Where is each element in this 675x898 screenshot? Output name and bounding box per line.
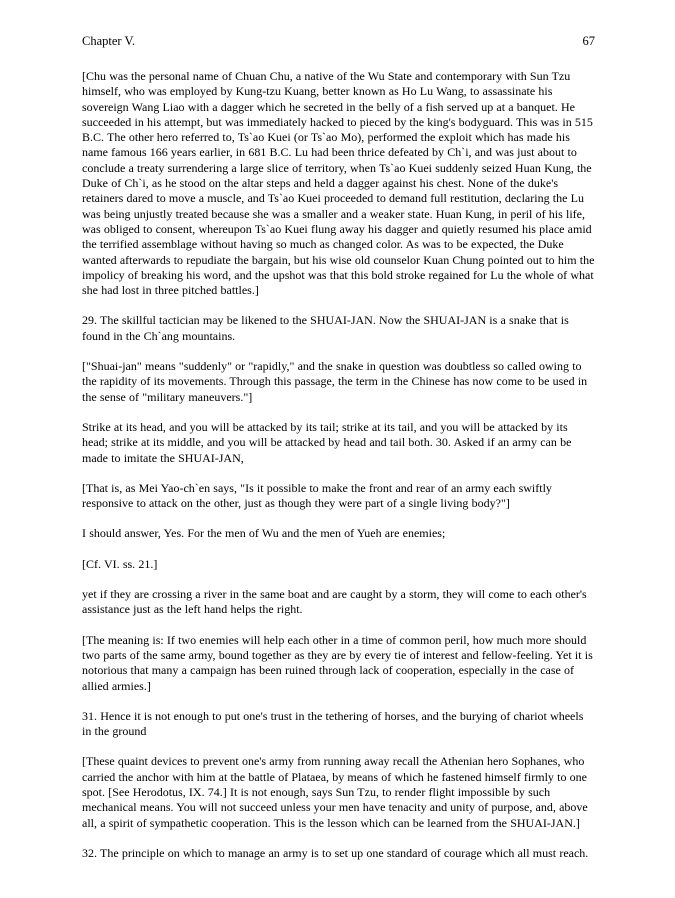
page-number: 67 (582, 34, 595, 48)
text-paragraph: yet if they are crossing a river in the same boat and are caught by a storm, they will come to each other's assistance just as the left hand helps the right. (82, 587, 587, 617)
text-paragraph: 29. The skillful tactician may be likened to the SHUAI-JAN. Now the SHUAI-JAN is a snake that is found in the Ch`ang mountains. (82, 313, 569, 343)
text-paragraph: 32. The principle on which to manage an army is to set up one standard of courage which all must reach. (82, 845, 589, 860)
commentary-paragraph: [The meaning is: If two enemies will help each other in a time of common peril, how much more should two parts of the same army, bound together as they are by every tie of interest and fellow-feeling. Yet it is notorious that many a campaign has been ruined through lack of cooperation, especially in the case of allied armies.] (82, 632, 593, 693)
commentary-paragraph: [These quaint devices to prevent one's army from running away recall the Athenian hero Sophanes, who carried the anchor with him at the battle of Plataea, by means of which he fastened himself firmly to one spot. [See Herodotus, IX. 74.] It is not enough, says Sun Tzu, to render flight impossible by such mechanical means. You will not succeed unless your men have tenacity and unity of purpose, and, above all, a spirit of sympathetic cooperation. This is the lesson which can be learned from the SHUAI-JAN.] (82, 754, 588, 830)
body-text (82, 69, 595, 861)
text-paragraph: Strike at its head, and you will be attacked by its tail; strike at its tail, and you will be attacked by its head; strike at its middle, and you will be attacked by head and tail both. 30. Asked if an army can be made to imitate the SHUAI-JAN, (82, 419, 572, 465)
page-header (82, 34, 595, 49)
commentary-paragraph: [That is, as Mei Yao-ch`en says, "Is it possible to make the front and rear of an army each swiftly responsive to attack on the other, just as though they were part of a single living body?"] (82, 480, 552, 511)
chapter-title: Chapter V. (82, 34, 136, 48)
commentary-paragraph: [Cf. VI. ss. 21.] (82, 556, 158, 571)
text-paragraph: 31. Hence it is not enough to put one's trust in the tethering of horses, and the burying of chariot wheels in the ground (82, 708, 584, 739)
commentary-paragraph: [Chu was the personal name of Chuan Chu, a native of the Wu State and contemporary with Sun Tzu himself, who was employed by Kung-tzu Kuang, better known as Ho Lu Wang, to assassinate his sovereign Wang Liao with a dagger which he secreted in the belly of a fish served up at a banquet. He succeeded in his attempt, but was immediately hacked to pieced by the king's bodyguard. This was in 515 B.C. The other hero referred to, Ts`ao Kuei (or Ts`ao Mo), performed the exploit which has made his name famous 166 years earlier, in 681 B.C. Lu had been thrice defeated by Ch`i, and was just about to conclude a treaty surrendering a large slice of territory, when Ts`ao Kuei suddenly seized Huan Kung, the Duke of Ch`i, as he stood on the altar steps and held a dagger against his chest. None of the duke's retainers dared to move a muscle, and Ts`ao Kuei proceeded to demand full restitution, declaring the Lu was being unjustly treated because she was a smaller and a weaker state. Huan Kung, in peril of his life, was obliged to consent, whereupon Ts`ao Kuei flung away his dagger and quietly resumed his place amid the terrified assemblage without having so much as changed color. As was to be expected, the Duke wanted afterwards to repudiate the bargain, but his wise old counselor Kuan Chung pointed out to him the impolicy of breaking his word, and the upshot was that this bold stroke regained for Lu the whole of what she had lost in three pitched battles.] (82, 69, 595, 298)
commentary-paragraph: ["Shuai-jan" means "suddenly" or "rapidly," and the snake in question was doubtless so called owing to the rapidity of its movements. Through this passage, the term in the Chinese has now come to be used in the sense of "military maneuvers."] (82, 359, 588, 404)
text-paragraph: I should answer, Yes. For the men of Wu and the men of Yueh are enemies; (82, 526, 446, 541)
